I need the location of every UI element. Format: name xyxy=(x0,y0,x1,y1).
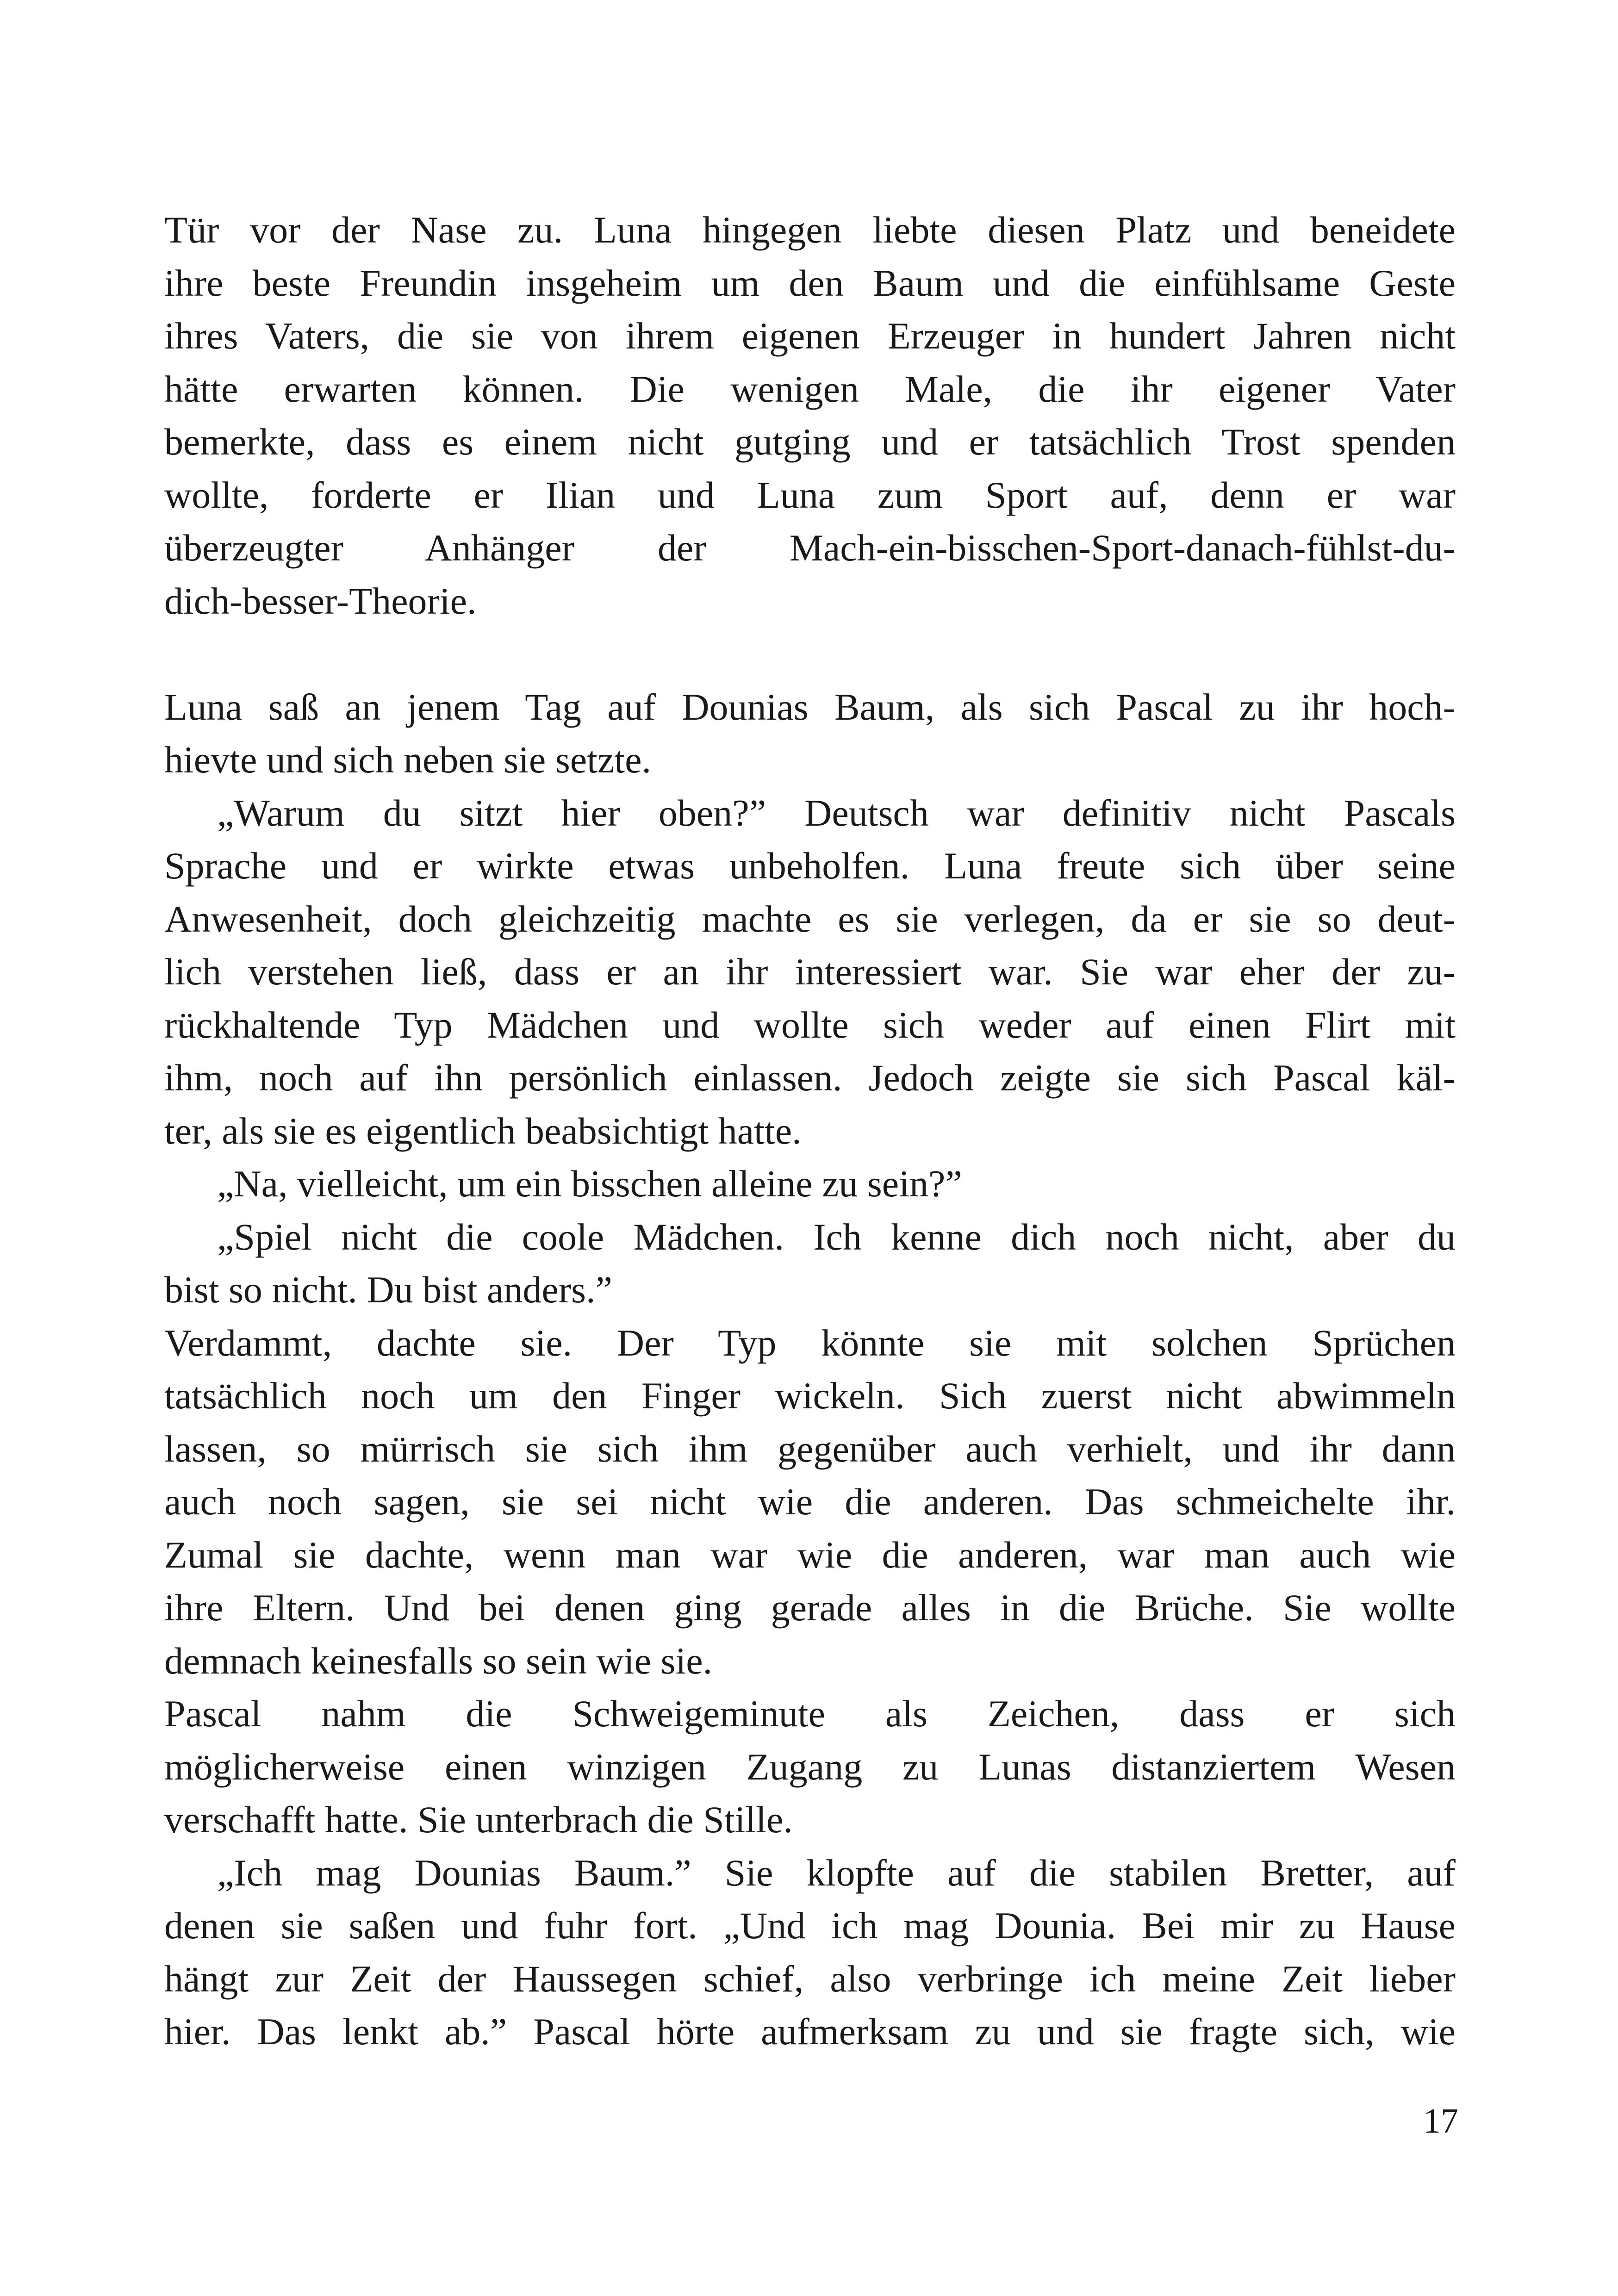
text-line: wollte, forderte er Ilian und Luna zum Sport auf, denn er war xyxy=(164,473,1456,516)
text-line: Zumal sie dachte, wenn man war wie die anderen, war man auch wie xyxy=(164,1533,1456,1576)
text-line: ihm, noch auf ihn persönlich einlassen. Jedoch zeigte sie sich Pascal käl- xyxy=(164,1057,1456,1099)
text-line: hier. Das lenkt ab.” Pascal hörte aufmerksam zu und sie fragte sich, wie xyxy=(164,2010,1456,2053)
text-line: „Warum du sitzt hier oben?” Deutsch war definitiv nicht Pascals xyxy=(217,791,1456,834)
text-line: Tür vor der Nase zu. Luna hingegen liebte diesen Platz und beneidete xyxy=(164,209,1456,251)
text-line: Verdammt, dachte sie. Der Typ könnte sie mit solchen Sprüchen xyxy=(164,1321,1456,1364)
text-line: dich-besser-Theorie. xyxy=(164,579,477,622)
text-line: hätte erwarten können. Die wenigen Male, die ihr eigener Vater xyxy=(164,367,1456,410)
text-line: „Spiel nicht die coole Mädchen. Ich kenne dich noch nicht, aber du xyxy=(217,1215,1456,1258)
text-line: bist so nicht. Du bist anders.” xyxy=(164,1269,612,1311)
text-line: auch noch sagen, sie sei nicht wie die anderen. Das schmeichelte ihr. xyxy=(164,1481,1456,1523)
text-line: lich verstehen ließ, dass er an ihr interessiert war. Sie war eher der zu- xyxy=(164,951,1456,993)
text-line: demnach keinesfalls so sein wie sie. xyxy=(164,1639,713,1682)
text-line: lassen, so mürrisch sie sich ihm gegenüber auch verhielt, und ihr dann xyxy=(164,1427,1456,1470)
text-line: tatsächlich noch um den Finger wickeln. Sich zuerst nicht abwimmeln xyxy=(164,1375,1456,1417)
text-line: Sprache und er wirkte etwas unbeholfen. Luna freute sich über seine xyxy=(164,845,1456,887)
text-line: denen sie saßen und fuhr fort. „Und ich mag Dounia. Bei mir zu Hause xyxy=(164,1904,1456,1947)
paragraph-gap xyxy=(164,628,1456,681)
text-line: „Na, vielleicht, um ein bisschen alleine zu sein?” xyxy=(217,1163,962,1205)
text-line: rückhaltende Typ Mädchen und wollte sich weder auf einen Flirt mit xyxy=(164,1003,1456,1046)
text-line: ihre Eltern. Und bei denen ging gerade alles in die Brüche. Sie wollte xyxy=(164,1587,1456,1629)
text-line: Luna saß an jenem Tag auf Dounias Baum, als sich Pascal zu ihr hoch- xyxy=(164,685,1456,728)
text-line: Pascal nahm die Schweigeminute als Zeichen, dass er sich xyxy=(164,1692,1456,1735)
page-body xyxy=(164,204,1456,2059)
text-line: überzeugter Anhänger der Mach-ein-bisschen-Sport-danach-fühlst-du- xyxy=(164,527,1456,569)
page-number: 17 xyxy=(1423,2102,1458,2140)
text-line: ter, als sie es eigentlich beabsichtigt hatte. xyxy=(164,1109,802,1152)
text-line: ihre beste Freundin insgeheim um den Baum und die einfühlsame Geste xyxy=(164,261,1456,304)
text-line: verschafft hatte. Sie unterbrach die Stille. xyxy=(164,1798,793,1841)
text-line: hängt zur Zeit der Haussegen schief, also verbringe ich meine Zeit lieber xyxy=(164,1957,1456,2000)
text-line: möglicherweise einen winzigen Zugang zu Lunas distanziertem Wesen xyxy=(164,1745,1456,1788)
text-line: bemerkte, dass es einem nicht gutging und er tatsächlich Trost spenden xyxy=(164,421,1456,463)
text-line: „Ich mag Dounias Baum.” Sie klopfte auf die stabilen Bretter, auf xyxy=(217,1851,1456,1894)
text-line: ihres Vaters, die sie von ihrem eigenen Erzeuger in hundert Jahren nicht xyxy=(164,315,1456,357)
text-line: Anwesenheit, doch gleichzeitig machte es sie verlegen, da er sie so deut- xyxy=(164,897,1456,940)
text-line: hievte und sich neben sie setzte. xyxy=(164,739,651,781)
